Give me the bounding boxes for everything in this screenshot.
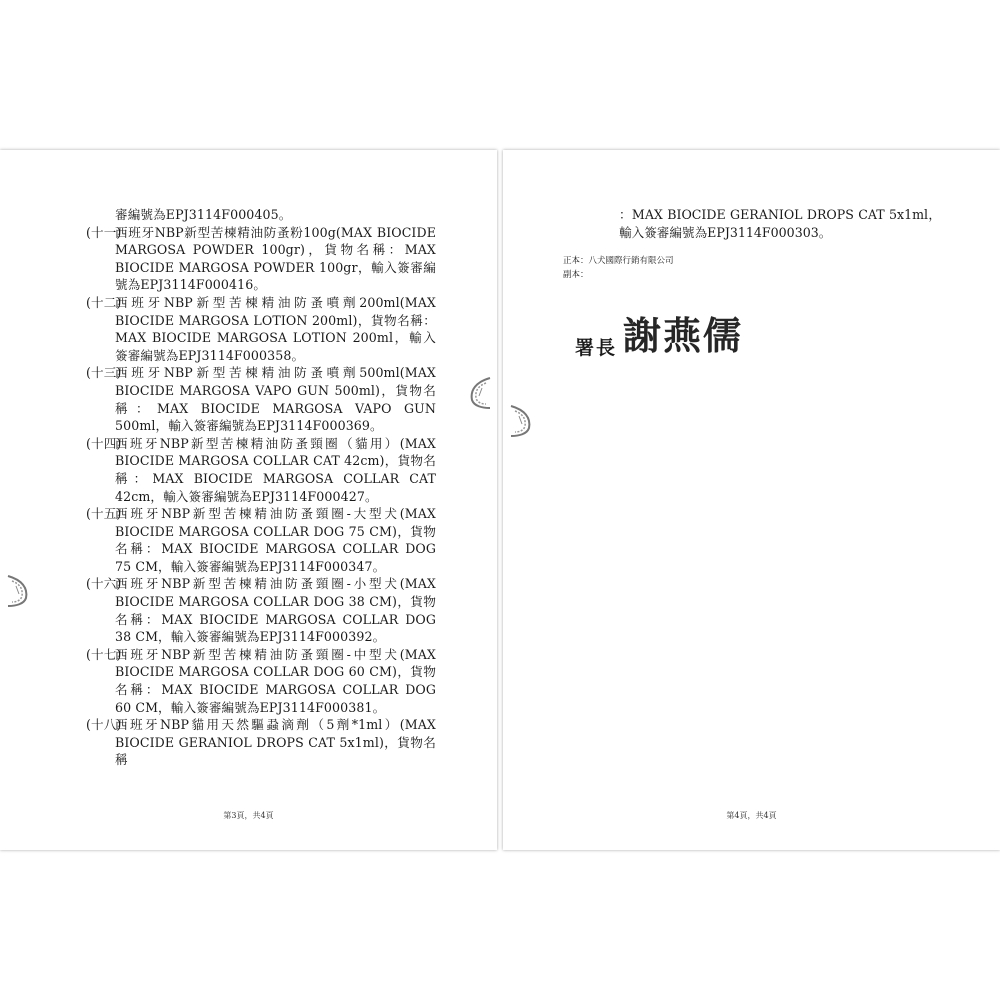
item-text: 西班牙NBP新型苦楝精油防蚤噴劑200ml(MAX BIOCIDE MARGOSA LOTION 200ml)，貨物名稱：MAX BIOCIDE MARGOSA LOTION 200ml，輸入簽審編號為EPJ3114F000358。 xyxy=(115,294,436,363)
item-text: 西班牙NBP新型苦楝精油防蚤頸圈-小型犬(MAX BIOCIDE MARGOSA COLLAR DOG 38 CM)，貨物名稱：MAX BIOCIDE MARGOSA COLLAR DOG 38 CM，輸入簽審編號為EPJ3114F000392。 xyxy=(115,576,436,645)
item-number: (十四) xyxy=(86,435,122,451)
document-page-4 xyxy=(503,150,1000,850)
list-item xyxy=(86,364,436,434)
list-item xyxy=(86,435,436,505)
item-number: (十六) xyxy=(86,576,122,592)
original-recipient: 正本：八犬國際行銷有限公司 xyxy=(563,256,674,266)
item-text: 西班牙NBP新型苦楝精油防蚤頸圈-大型犬(MAX BIOCIDE MARGOSA COLLAR DOG 75 CM)，貨物名稱：MAX BIOCIDE MARGOSA COLLAR DOG 75 CM，輸入簽審編號為EPJ3114F000347。 xyxy=(115,506,436,574)
item-text: 西班牙NBP新型苦楝精油防蚤頸圈-中型犬(MAX BIOCIDE MARGOSA COLLAR DOG 60 CM)，貨物名稱：MAX BIOCIDE MARGOSA COLLAR DOG 60 CM，輸入簽審編號為EPJ3114F000381。 xyxy=(115,646,436,715)
list-item xyxy=(86,716,436,769)
continuation-text: ：MAX BIOCIDE GERANIOL DROPS CAT 5x1ml，輸入簽審編號為EPJ3114F000303。 xyxy=(619,207,941,240)
item-number: (十五) xyxy=(86,506,122,522)
item-text: 西班牙NBP新型苦楝精油防蚤頸圈（貓用）(MAX BIOCIDE MARGOSA COLLAR CAT 42cm)，貨物名稱：MAX BIOCIDE MARGOSA COLLAR CAT 42cm，輸入簽審編號為EPJ3114F000427。 xyxy=(115,435,436,504)
signature-title: 署長 xyxy=(575,337,618,359)
list-item xyxy=(86,294,436,364)
copy-recipient: 副本： xyxy=(563,270,589,280)
signature-name: 謝燕儒 xyxy=(623,313,744,358)
item-text: 西班牙NBP新型苦楝精油防蚤噴劑500ml(MAX BIOCIDE MARGOSA VAPO GUN 500ml)，貨物名稱：MAX BIOCIDE MARGOSA VAPO GUN 500ml，輸入簽審編號為EPJ3114F000369。 xyxy=(115,365,436,434)
item-number: (十七) xyxy=(86,646,122,662)
list-item xyxy=(86,505,436,575)
page-number: 第4頁，共4頁 xyxy=(726,811,777,820)
page-footer xyxy=(0,810,497,821)
item-number: (十八) xyxy=(86,717,122,733)
page-footer xyxy=(503,810,1000,821)
document-page-3 xyxy=(0,150,497,850)
item-list xyxy=(86,206,436,769)
seal-stamp-icon xyxy=(509,404,535,438)
item-text: 西班牙NBP新型苦楝精油防蚤粉100g(MAX BIOCIDE MARGOSA POWDER 100gr)，貨物名稱：MAX BIOCIDE MARGOSA POWDER 100gr，輸入簽審編號為EPJ3114F000416。 xyxy=(115,224,436,293)
item-number: (十二) xyxy=(86,294,122,310)
item-number: (十三) xyxy=(86,365,122,381)
list-item xyxy=(86,646,436,716)
item-text: 西班牙NBP貓用天然驅蝨滴劑（5劑*1ml）(MAX BIOCIDE GERANIOL DROPS CAT 5x1ml)，貨物名稱 xyxy=(115,717,436,768)
item-text: 審編號為EPJ3114F000405。 xyxy=(115,207,292,222)
signature-block xyxy=(575,305,743,360)
list-item xyxy=(86,206,436,224)
seal-stamp-icon xyxy=(6,574,32,608)
recipients xyxy=(563,254,674,282)
list-item xyxy=(86,224,436,294)
list-item xyxy=(86,575,436,645)
seal-stamp-icon xyxy=(466,376,492,410)
page-number: 第3頁，共4頁 xyxy=(223,811,274,820)
item-number: (十一) xyxy=(86,224,122,240)
